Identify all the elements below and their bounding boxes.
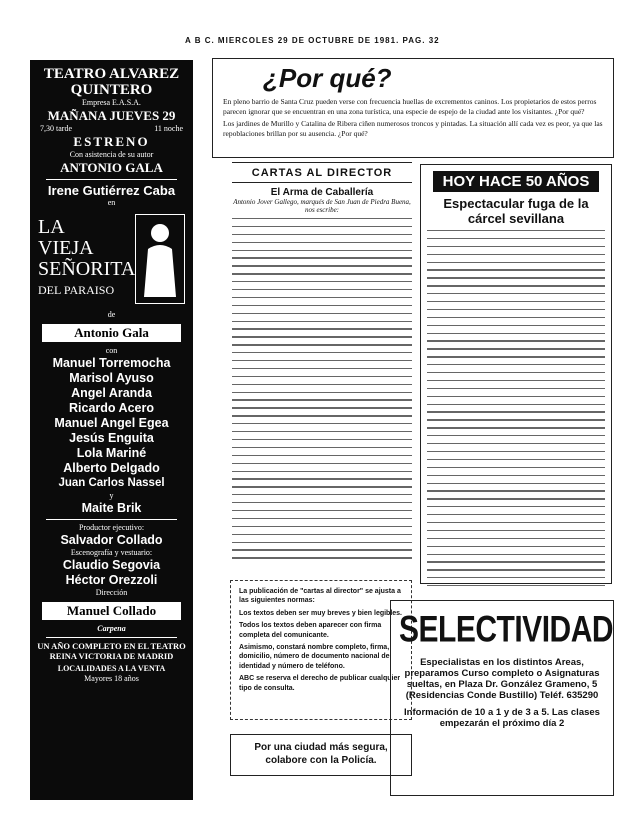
rules-intro: La publicación de "cartas al director" se ajusta a las siguientes normas:: [239, 588, 401, 605]
tickets: LOCALIDADES A LA VENTA: [57, 664, 166, 673]
title-line1: LA: [38, 216, 65, 238]
porque-item-1: En pleno barrio de Santa Cruz pueden verse con frecuencia huellas de excrementos caninos. Los propietarios de estos perros parecen ignorar que se encuentran en una zona turística, una especie de espejo de la ciudad ante los visitantes. ¿Por qué?: [223, 97, 597, 116]
hoy-hace-50-box: [420, 164, 612, 584]
author-name: ANTONIO GALA: [60, 160, 163, 175]
letters-rules-box: [230, 580, 412, 720]
rule-3: Asimismo, constará nombre completo, firma, domicilio, número de documento nacional de identidad y número de teléfono.: [239, 644, 390, 670]
en-text: en: [107, 198, 116, 207]
cast-4: Manuel Angel Egea: [54, 416, 169, 430]
rule-2: Todos los textos deben aparecer con firma completa del comunicante.: [239, 622, 382, 639]
time-right: 11 noche: [154, 124, 183, 133]
theatre-ad: [30, 60, 193, 800]
policia-box: [230, 734, 412, 776]
cast-0: Manuel Torremocha: [52, 356, 171, 370]
hoy-badge: HOY HACE 50 AÑOS: [433, 171, 599, 192]
cast-7: Alberto Delgado: [63, 461, 160, 475]
selectividad-body: Especialistas en los distintos Areas, preparamos Curso completo o Asignaturas sueltas, en Plaza Dr. González Grameno, 5 (Residencias Conde Bustillo) Teléf. 635290: [404, 657, 600, 701]
designer-1: Héctor Orezzoli: [65, 573, 158, 587]
cast-5: Jesús Enguita: [69, 431, 154, 445]
selectividad-title: SELECTIVIDAD: [399, 608, 614, 650]
director-box: Manuel Collado: [42, 602, 181, 620]
assist-text: Con asistencia de su autor: [69, 150, 154, 159]
designer-0: Claudio Segovia: [62, 558, 161, 572]
letter-body-text: [232, 218, 412, 559]
cartas-column: [232, 162, 412, 580]
porque-item-2: Los jardines de Murillo y Catalina de Ribera ciñen numerosos troncos y pintadas. La situación allí cada vez es peor, ya que las repoblaciones brillan por su ausencia. ¿Por qué?: [223, 119, 603, 138]
cartas-section-title: CARTAS AL DIRECTOR: [232, 167, 412, 183]
director-label: Dirección: [95, 588, 128, 597]
premiere-date: MAÑANA JUEVES 29: [47, 108, 176, 123]
cartas-byline: Antonio Jover Gallego, marqués de San Juan de Piedra Buena, nos escribe:: [233, 198, 411, 214]
cast-3: Ricardo Acero: [69, 401, 154, 415]
hoy-body-text: [427, 230, 605, 586]
title-line3: SEÑORITA: [38, 258, 136, 280]
lady-illustration-icon: [135, 214, 185, 304]
porque-box: [212, 58, 614, 158]
cast-6: Lola Mariné: [76, 446, 147, 460]
cartas-letter-title: El Arma de Caballería: [270, 187, 374, 198]
rule-4: ABC se reserva el derecho de publicar cualquier tipo de consulta.: [239, 675, 401, 692]
author-box: Antonio Gala: [42, 324, 181, 342]
cast-2: Angel Aranda: [71, 386, 152, 400]
sponsor: Carpena: [97, 624, 126, 633]
porque-title: ¿Por qué?: [263, 63, 392, 93]
star-name: Irene Gutiérrez Caba: [47, 183, 176, 198]
producer-label: Productor ejecutivo:: [78, 523, 145, 532]
selectividad-info: Información de 10 a 1 y de 3 a 5. Las clases empezarán el próximo día 2: [404, 707, 600, 729]
company: Empresa E.A.S.A.: [82, 98, 141, 107]
time-left: 7,30 tarde: [40, 124, 72, 133]
policia-line1: Por una ciudad más segura,: [254, 742, 388, 753]
play-title-block: [38, 214, 185, 304]
cast-1: Marisol Ayuso: [69, 371, 154, 385]
page-header: A B C. MIERCOLES 29 DE OCTUBRE DE 1981. PAG. 32: [185, 36, 440, 45]
title-line4: DEL PARAISO: [38, 283, 115, 297]
cast-last: Maite Brik: [81, 501, 142, 515]
rule-1: Los textos deben ser muy breves y bien legibles.: [239, 609, 403, 617]
policia-line2: colabore con la Policía.: [265, 755, 377, 766]
hoy-title: Espectacular fuga de la cárcel sevillana: [443, 196, 589, 226]
de-text: de: [107, 310, 116, 319]
y-text: y: [109, 491, 114, 500]
age: Mayores 18 años: [84, 674, 139, 683]
design-label: Escenografía y vestuario:: [70, 548, 153, 557]
theatre-name: TEATRO ALVAREZ QUINTERO: [43, 66, 180, 98]
title-line2: VIEJA: [38, 237, 94, 259]
estreno: ESTRENO: [73, 134, 150, 149]
selectividad-ad: [390, 600, 614, 796]
con-text: con: [105, 346, 118, 355]
producer: Salvador Collado: [60, 533, 163, 547]
year-line: UN AÑO COMPLETO EN EL TEATRO REINA VICTORIA DE MADRID: [37, 641, 186, 661]
cast-8: Juan Carlos Nassel: [58, 477, 165, 489]
